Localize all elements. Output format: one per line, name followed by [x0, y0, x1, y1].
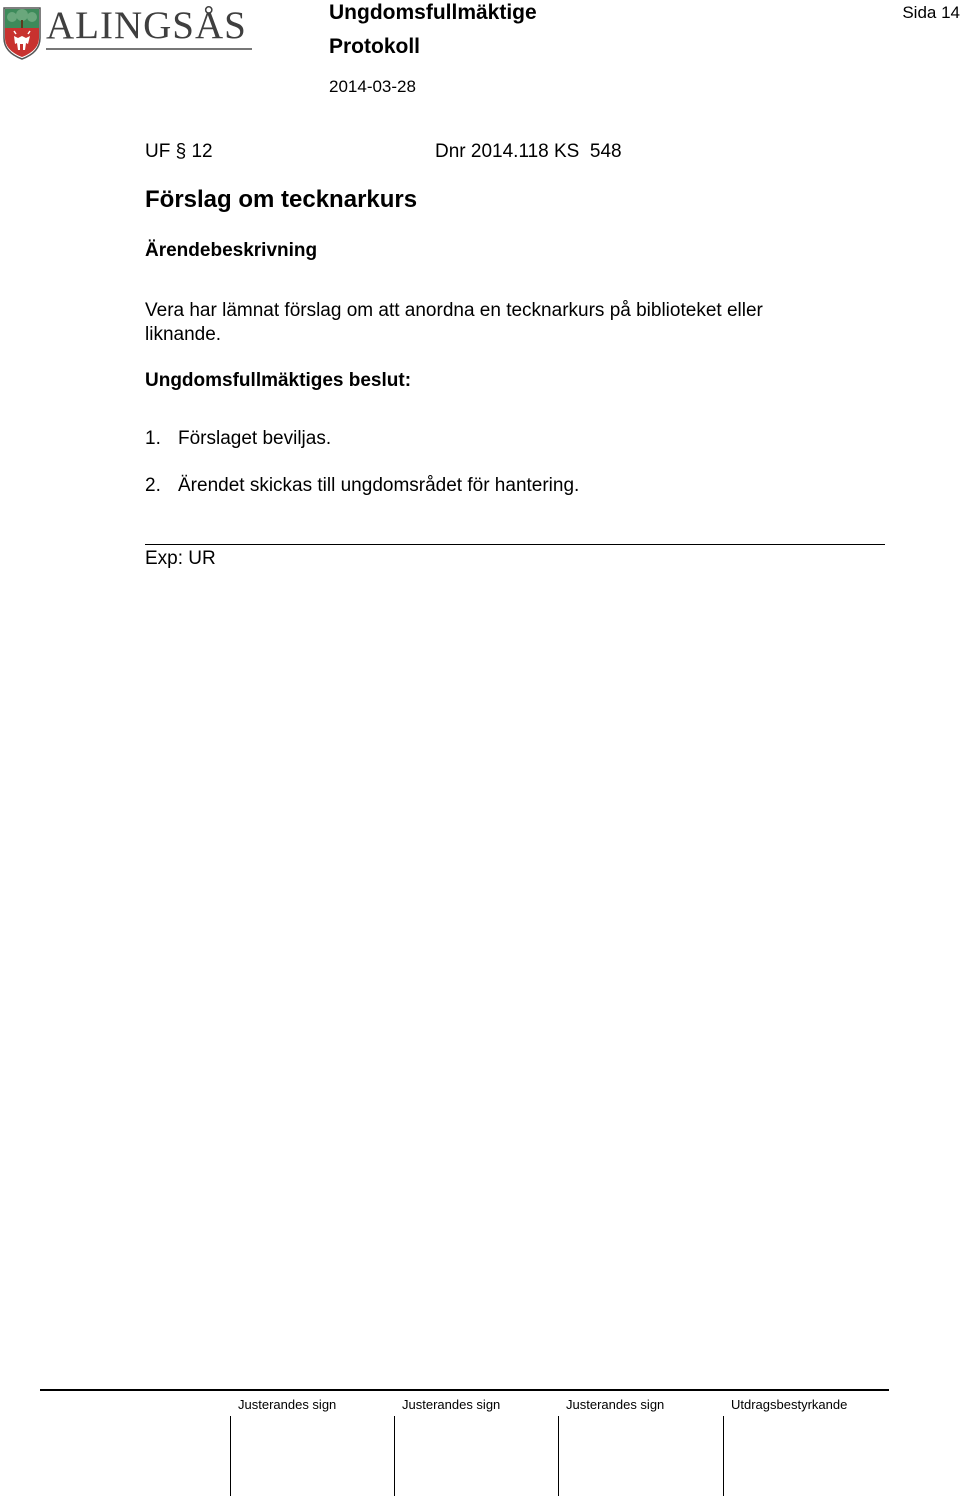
document-type: Protokoll	[329, 35, 421, 58]
signature-box-divider	[558, 1416, 559, 1496]
signature-label: Justerandes sign	[402, 1397, 501, 1412]
case-description: Vera har lämnat förslag om att anordna en tecknarkurs på biblioteket eller liknande.	[145, 300, 763, 345]
meeting-date: 2014-03-28	[329, 77, 416, 96]
municipality-logo	[0, 4, 260, 62]
expedition-note: Exp: UR	[145, 548, 216, 569]
decision-text: Förslaget beviljas.	[178, 428, 332, 449]
decision-item	[145, 475, 579, 497]
organization-name: Ungdomsfullmäktige	[329, 1, 537, 24]
footer-divider	[40, 1389, 889, 1391]
signature-box-divider	[723, 1416, 724, 1496]
case-reference: UF § 12	[145, 141, 213, 162]
signature-box-divider	[394, 1416, 395, 1496]
logo-text: ALINGSÅS	[46, 4, 247, 47]
page-number: Sida 14	[902, 3, 960, 22]
logo-underline	[46, 48, 252, 50]
section-divider	[145, 544, 885, 545]
coat-of-arms-icon	[2, 6, 42, 60]
decision-item	[145, 428, 331, 450]
signature-label: Justerandes sign	[566, 1397, 665, 1412]
decision-number: 1.	[145, 428, 161, 449]
case-title: Förslag om tecknarkurs	[145, 186, 418, 213]
decision-heading: Ungdomsfullmäktiges beslut:	[145, 370, 412, 391]
description-heading: Ärendebeskrivning	[145, 240, 318, 261]
signature-box-divider	[230, 1416, 231, 1496]
decision-number: 2.	[145, 475, 161, 496]
certification-label: Utdragsbestyrkande	[731, 1397, 848, 1412]
diary-number: Dnr 2014.118 KS 548	[435, 141, 622, 162]
signature-label: Justerandes sign	[238, 1397, 337, 1412]
decision-text: Ärendet skickas till ungdomsrådet för hantering.	[178, 475, 580, 496]
